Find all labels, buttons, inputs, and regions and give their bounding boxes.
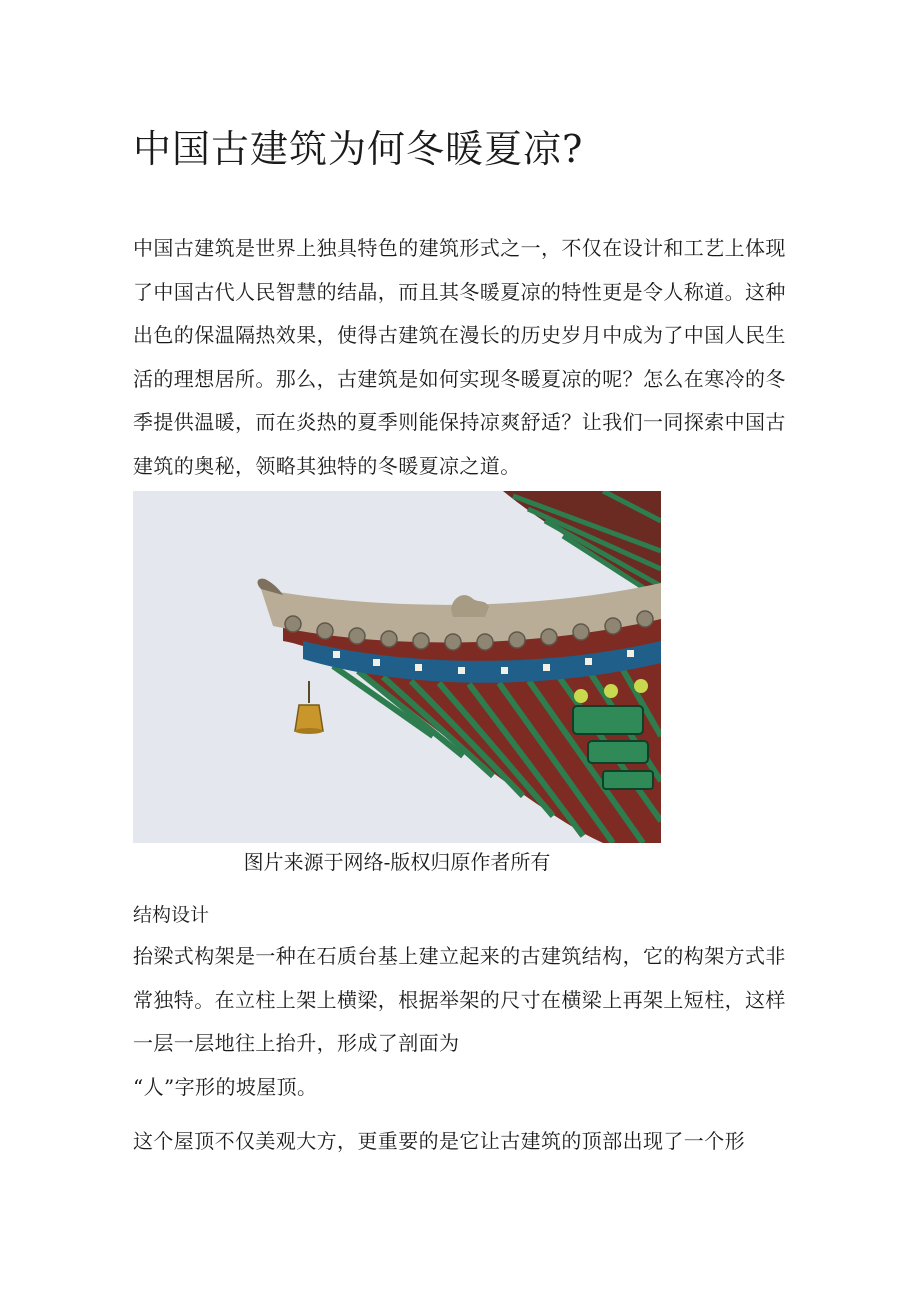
- section-paragraph-tail: “人”字形的坡屋顶。: [133, 1074, 318, 1099]
- figure-caption: 图片来源于网络-版权归原作者所有: [243, 850, 551, 874]
- section-paragraph-body: 抬梁式构架是一种在石质台基上建立起来的古建筑结构，它的构架方式非常独特。在立柱上架上横梁，根据举架的尺寸在横梁上再架上短柱，这样一层一层地往上抬升，形成了剖面为: [133, 944, 786, 1055]
- page-title: 中国古建筑为何冬暖夏凉?: [133, 127, 584, 171]
- section-paragraph: [133, 935, 793, 1109]
- roof-eave-photo: [133, 491, 661, 843]
- section-heading: 结构设计: [133, 904, 210, 926]
- last-paragraph: 这个屋顶不仅美观大方，更重要的是它让古建筑的顶部出现了一个形: [133, 1129, 745, 1153]
- intro-paragraph: 中国古建筑是世界上独具特色的建筑形式之一，不仅在设计和工艺上体现了中国古代人民智慧的结晶，而且其冬暖夏凉的特性更是令人称道。这种出色的保温隔热效果，使得古建筑在漫长的历史岁月中成为了中国人民生活的理想居所。那么，古建筑是如何实现冬暖夏凉的呢？怎么在寒冷的冬季提供温暖，而在炎热的夏季则能保持凉爽舒适？让我们一同探索中国古建筑的奥秘，领略其独特的冬暖夏凉之道。: [133, 236, 786, 478]
